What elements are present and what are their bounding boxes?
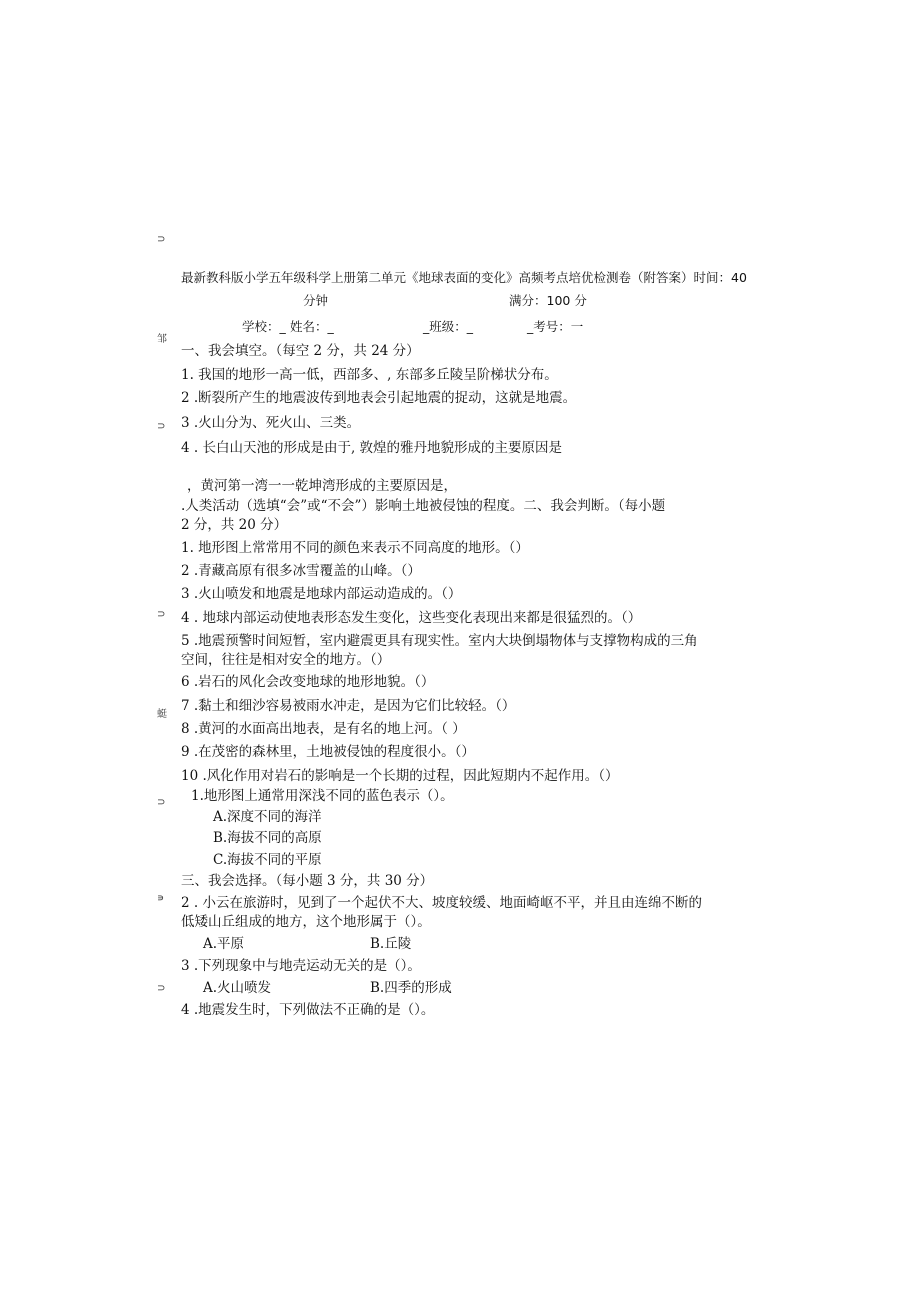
judge-question-8: 8 .黄河的水面高出地表，是有名的地上河。（ ） xyxy=(181,721,466,737)
judge-question-2: 2 .青藏高原有很多冰雪覆盖的山峰。（） xyxy=(181,563,421,579)
choice-question-3: 3 .下列现象中与地壳运动无关的是（）。 xyxy=(181,958,421,974)
choice-option-b: B.四季的形成 xyxy=(370,980,452,996)
margin-mark: 蜓 xyxy=(157,709,167,720)
judge-question-7: 7 .黏土和细沙容易被雨水冲走，是因为它们比较轻。（） xyxy=(181,698,516,714)
choice-option-a: A.深度不同的海洋 xyxy=(213,809,322,825)
choice-question-2-continued: 低矮山丘组成的地方，这个地形属于（）。 xyxy=(181,914,431,930)
section3-heading: 三、我会选择。（每小题 3 分，共 30 分） xyxy=(181,873,434,889)
section2-heading-score: 2 分，共 20 分） xyxy=(181,517,288,533)
judge-question-1: 1. 地形图上常常用不同的颜色来表示不同高度的地形。（） xyxy=(181,540,529,556)
margin-mark: ⊃ xyxy=(157,609,166,620)
exam-full-score: 满分：100 分 xyxy=(509,293,587,308)
judge-question-5: 5 .地震预警时间短暂，室内避震更具有现实性。室内大块倒塌物体与支撑物构成的三角 xyxy=(181,633,698,649)
judge-question-10: 10 .风化作用对岩石的影响是一个长期的过程，因此短期内不起作用。（） xyxy=(181,768,619,784)
choice-option-c: C.海拔不同的平原 xyxy=(213,852,322,868)
fill-question-5: .人类活动（选填“会”或“不会”）影响土地被侵蚀的程度。二、我会判断。（每小题 xyxy=(181,498,666,514)
judge-question-6: 6 .岩石的风化会改变地球的地形地貌。（） xyxy=(181,674,435,690)
margin-mark: ∍ xyxy=(157,893,165,904)
choice-question-1: 1.地形图上通常用深浅不同的蓝色表示（）。 xyxy=(191,788,454,804)
margin-mark: 邹 xyxy=(157,334,167,345)
fill-question-2: 2 .断裂所产生的地震波传到地表会引起地震的捉动，这就是地震。 xyxy=(181,390,577,406)
choice-option-a: A.火山喷发 xyxy=(203,980,272,996)
judge-question-3: 3 .火山喷发和地震是地球内部运动造成的。（） xyxy=(181,586,462,602)
choice-option-b: B.丘陵 xyxy=(370,936,412,952)
choice-question-4: 4 .地震发生时，下列做法不正确的是（）。 xyxy=(181,1002,435,1018)
exam-title: 最新教科版小学五年级科学上册第二单元《地球表面的变化》高频考点培优检测卷（附答案）时间：40 xyxy=(181,270,747,285)
class-field: _班级：_ xyxy=(423,319,474,334)
margin-mark: ⊃ xyxy=(157,234,166,245)
margin-mark: ⊃ xyxy=(157,421,166,432)
fill-question-4-continued: ，黄河第一湾一一乾坤湾形成的主要原因是， xyxy=(187,478,457,494)
school-field: 学校：_ xyxy=(242,319,286,334)
exam-number-field: _考号：一 xyxy=(527,319,584,334)
exam-time-unit: 分钟 xyxy=(303,293,329,308)
margin-mark: ⊃ xyxy=(157,797,166,808)
fill-question-3: 3 .火山分为、死火山、三类。 xyxy=(181,415,361,431)
choice-option-a: A.平原 xyxy=(203,936,245,952)
judge-question-5-continued: 空间，往往是相对安全的地方。（） xyxy=(181,652,391,668)
choice-option-b: B.海拔不同的高原 xyxy=(213,830,322,846)
judge-question-4: 4 . 地球内部运动使地表形态发生变化，这些变化表现出来都是很猛烈的。（） xyxy=(181,610,642,626)
judge-question-9: 9 .在茂密的森林里，土地被侵蚀的程度很小。（） xyxy=(181,744,475,760)
choice-question-2: 2 . 小云在旅游时，见到了一个起伏不大、坡度较缓、地面崎岖不平，并且由连绵不断的 xyxy=(181,895,702,911)
fill-question-1: 1. 我国的地形一高一低，西部多、, 东部多丘陵呈阶梯状分布。 xyxy=(181,367,558,383)
fill-question-4: 4 . 长白山天池的形成是由于, 敦煌的雅丹地貌形成的主要原因是 xyxy=(181,440,563,456)
margin-mark: ⊃ xyxy=(157,983,166,994)
section1-heading: 一、我会填空。（每空 2 分，共 24 分） xyxy=(181,343,420,359)
name-field: 姓名：_ xyxy=(290,319,334,334)
